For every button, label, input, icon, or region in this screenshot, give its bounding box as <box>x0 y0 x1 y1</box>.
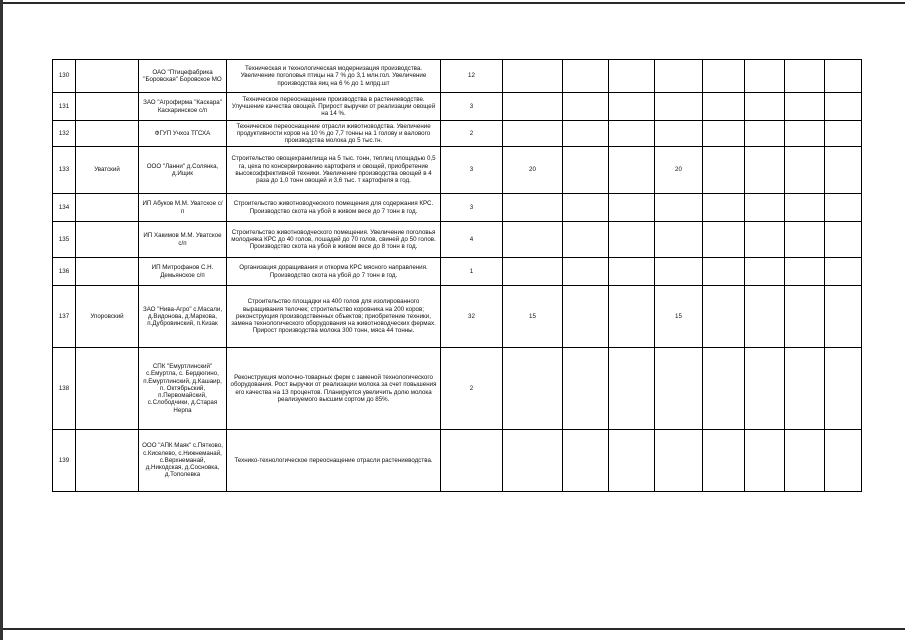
table-row <box>53 222 862 258</box>
value-cell-2 <box>503 121 563 147</box>
value-cell-1 <box>441 430 503 492</box>
value-cell-7 <box>745 348 785 430</box>
value-cell-7 <box>745 194 785 222</box>
project-description-cell: Техническое переоснащение отрасли животноводства. Увеличение продуктивности коров на 10 % до 7,7 тонны на 1 голову и валового производства молока до 5 тыс.тн. <box>227 121 441 147</box>
value-cell-7 <box>745 121 785 147</box>
table-row <box>53 121 862 147</box>
value-cell-8 <box>785 194 825 222</box>
value-cell-8 <box>785 430 825 492</box>
district-cell <box>76 222 139 258</box>
value-cell-4 <box>609 286 655 348</box>
row-number: 132 <box>53 121 76 147</box>
value-cell-2 <box>503 93 563 121</box>
organization-cell: ЗАО "Нива-Агро" с.Масали, д.Видонова, д.Маркова, п.Дубровинский, п.Кизак <box>139 286 227 348</box>
district-cell <box>76 258 139 286</box>
value-cell-7 <box>745 258 785 286</box>
value-cell-3 <box>563 60 609 93</box>
district-cell <box>76 194 139 222</box>
value-cell-2 <box>503 258 563 286</box>
value-cell-4 <box>609 348 655 430</box>
value-cell-6 <box>703 194 745 222</box>
row-number: 131 <box>53 93 76 121</box>
organization-cell: ФГУП Учхоз ТГСХА <box>139 121 227 147</box>
project-description-cell: Строительство животноводческого помещения для содержания КРС. Производство скота на убой в живом весе до 7 тонн в год. <box>227 194 441 222</box>
projects-table <box>52 59 862 492</box>
value-cell-6 <box>703 286 745 348</box>
value-cell-7 <box>745 60 785 93</box>
value-cell-5 <box>655 93 703 121</box>
district-cell <box>76 430 139 492</box>
district-cell <box>76 93 139 121</box>
value-cell-6 <box>703 222 745 258</box>
row-number: 136 <box>53 258 76 286</box>
value-cell-4 <box>609 93 655 121</box>
value-cell-5: 20 <box>655 147 703 194</box>
value-cell-6 <box>703 121 745 147</box>
value-cell-4 <box>609 121 655 147</box>
value-cell-9 <box>825 430 862 492</box>
value-cell-4 <box>609 258 655 286</box>
table-row <box>53 60 862 93</box>
value-cell-9 <box>825 348 862 430</box>
value-cell-8 <box>785 93 825 121</box>
value-cell-9 <box>825 93 862 121</box>
value-cell-4 <box>609 222 655 258</box>
value-cell-4 <box>609 430 655 492</box>
value-cell-3 <box>563 194 609 222</box>
value-cell-5 <box>655 348 703 430</box>
project-description-cell: Реконструкция молочно-товарных ферм с заменой технологического оборудования. Рост выручки от реализации молока за счет повышения его качества на 13 процентов. Планируется увеличить долю молока реализуемого высшим сортом до 85%. <box>227 348 441 430</box>
organization-cell: ОАО "Птицефабрика "Боровская" Боровское МО <box>139 60 227 93</box>
value-cell-5 <box>655 194 703 222</box>
value-cell-8 <box>785 121 825 147</box>
row-number: 137 <box>53 286 76 348</box>
value-cell-9 <box>825 286 862 348</box>
value-cell-7 <box>745 430 785 492</box>
row-number: 135 <box>53 222 76 258</box>
organization-cell: ООО "Ланни" д.Солянка, д.Ищик <box>139 147 227 194</box>
table-row <box>53 93 862 121</box>
value-cell-8 <box>785 147 825 194</box>
organization-cell: ИП Абуков М.М. Уватское с/п <box>139 194 227 222</box>
value-cell-5 <box>655 430 703 492</box>
value-cell-8 <box>785 258 825 286</box>
row-number: 138 <box>53 348 76 430</box>
organization-cell: СПК "Емуртлинский" с.Емуртла, с. Бердюгино, п.Емуртлинский, д.Кашаир, п. Октябрьский, п.Первомайский, с.Слободчики, д.Старая Нерпа <box>139 348 227 430</box>
value-cell-4 <box>609 60 655 93</box>
value-cell-9 <box>825 258 862 286</box>
value-cell-4 <box>609 194 655 222</box>
table-row <box>53 430 862 492</box>
value-cell-2 <box>503 430 563 492</box>
organization-cell: ИП Хакимов М.М. Уватское с/п <box>139 222 227 258</box>
value-cell-3 <box>563 348 609 430</box>
table-row <box>53 194 862 222</box>
value-cell-8 <box>785 286 825 348</box>
district-cell <box>76 348 139 430</box>
scan-edge-bottom <box>0 628 905 630</box>
value-cell-9 <box>825 147 862 194</box>
row-number: 134 <box>53 194 76 222</box>
value-cell-5 <box>655 222 703 258</box>
value-cell-8 <box>785 60 825 93</box>
district-cell: Уватский <box>76 147 139 194</box>
value-cell-4 <box>609 147 655 194</box>
value-cell-9 <box>825 222 862 258</box>
value-cell-8 <box>785 348 825 430</box>
project-description-cell: Строительство овощехранилища на 5 тыс. тонн, теплиц площадью 0,5 га, цеха по консервированию картофеля и овощей, приобретение высокоэффективной техники. Увеличение производства овощей в 4 раза до 1,0 тонн овощей и 3,6 тыс. т картофеля в год. <box>227 147 441 194</box>
value-cell-6 <box>703 147 745 194</box>
value-cell-1: 2 <box>441 121 503 147</box>
value-cell-2 <box>503 348 563 430</box>
project-description-cell: Технико-технологическое переоснащение отрасли растениеводства. <box>227 430 441 492</box>
value-cell-3 <box>563 430 609 492</box>
scan-edge-top <box>0 2 905 4</box>
value-cell-3 <box>563 93 609 121</box>
value-cell-7 <box>745 147 785 194</box>
table-row <box>53 147 862 194</box>
project-description-cell: Техническая и технологическая модернизация производства. Увеличение поголовья птицы на 7 % до 3,1 млн.гол. Увеличение производства яиц на 6 % до 1 млрд.шт <box>227 60 441 93</box>
project-description-cell: Техническое переоснащение производства в растениеводстве. Улучшение качества овощей. Прирост выручки от реализации овощей на 14 %. <box>227 93 441 121</box>
table-row <box>53 258 862 286</box>
value-cell-1: 12 <box>441 60 503 93</box>
value-cell-6 <box>703 60 745 93</box>
value-cell-5 <box>655 121 703 147</box>
organization-cell: ИП Митрофанов С.Н. Демьянское с/п <box>139 258 227 286</box>
value-cell-1: 3 <box>441 93 503 121</box>
value-cell-6 <box>703 430 745 492</box>
value-cell-1: 32 <box>441 286 503 348</box>
value-cell-6 <box>703 93 745 121</box>
organization-cell: ООО "АПК Маяк" с.Пятково, с.Киселево, с.Нижнеманай, с.Верхнеманай, д.Никодская, д.Сосновка, д.Тополевка <box>139 430 227 492</box>
value-cell-5 <box>655 258 703 286</box>
organization-cell: ЗАО "Агрофирма "Каскара" Каскаринское с/п <box>139 93 227 121</box>
value-cell-2: 20 <box>503 147 563 194</box>
value-cell-3 <box>563 222 609 258</box>
value-cell-3 <box>563 286 609 348</box>
value-cell-6 <box>703 258 745 286</box>
value-cell-7 <box>745 93 785 121</box>
value-cell-7 <box>745 286 785 348</box>
district-cell: Упоровский <box>76 286 139 348</box>
row-number: 133 <box>53 147 76 194</box>
table-row <box>53 348 862 430</box>
value-cell-6 <box>703 348 745 430</box>
project-description-cell: Строительство животноводческого помещения. Увеличение поголовья молодняка КРС до 40 голов, лошадей до 70 голов, свиней до 50 голов. Производство скота на убой в живом весе до 8 тонн в год. <box>227 222 441 258</box>
value-cell-1: 2 <box>441 348 503 430</box>
value-cell-3 <box>563 147 609 194</box>
value-cell-5: 15 <box>655 286 703 348</box>
value-cell-5 <box>655 60 703 93</box>
value-cell-2 <box>503 194 563 222</box>
table-row <box>53 286 862 348</box>
value-cell-8 <box>785 222 825 258</box>
value-cell-2 <box>503 60 563 93</box>
row-number: 139 <box>53 430 76 492</box>
scan-edge-left <box>0 0 3 640</box>
project-description-cell: Строительство площадки на 400 голов для изолированного выращивания телочек; строительство коровника на 200 коров; реконструкция производственных объектов; приобретение техники, замена технологического оборудования на животноводческих фермах. Прирост производства молока 300 тонн, мяса 44 тонны. <box>227 286 441 348</box>
value-cell-1: 1 <box>441 258 503 286</box>
value-cell-7 <box>745 222 785 258</box>
value-cell-1: 3 <box>441 147 503 194</box>
value-cell-9 <box>825 60 862 93</box>
value-cell-2: 15 <box>503 286 563 348</box>
district-cell <box>76 60 139 93</box>
district-cell <box>76 121 139 147</box>
value-cell-9 <box>825 121 862 147</box>
value-cell-1: 4 <box>441 222 503 258</box>
value-cell-1: 3 <box>441 194 503 222</box>
value-cell-2 <box>503 222 563 258</box>
row-number: 130 <box>53 60 76 93</box>
value-cell-9 <box>825 194 862 222</box>
value-cell-3 <box>563 121 609 147</box>
value-cell-3 <box>563 258 609 286</box>
project-description-cell: Организация доращивания и откорма КРС мясного направления. Производство скота на убой до 7 тонн в год. <box>227 258 441 286</box>
